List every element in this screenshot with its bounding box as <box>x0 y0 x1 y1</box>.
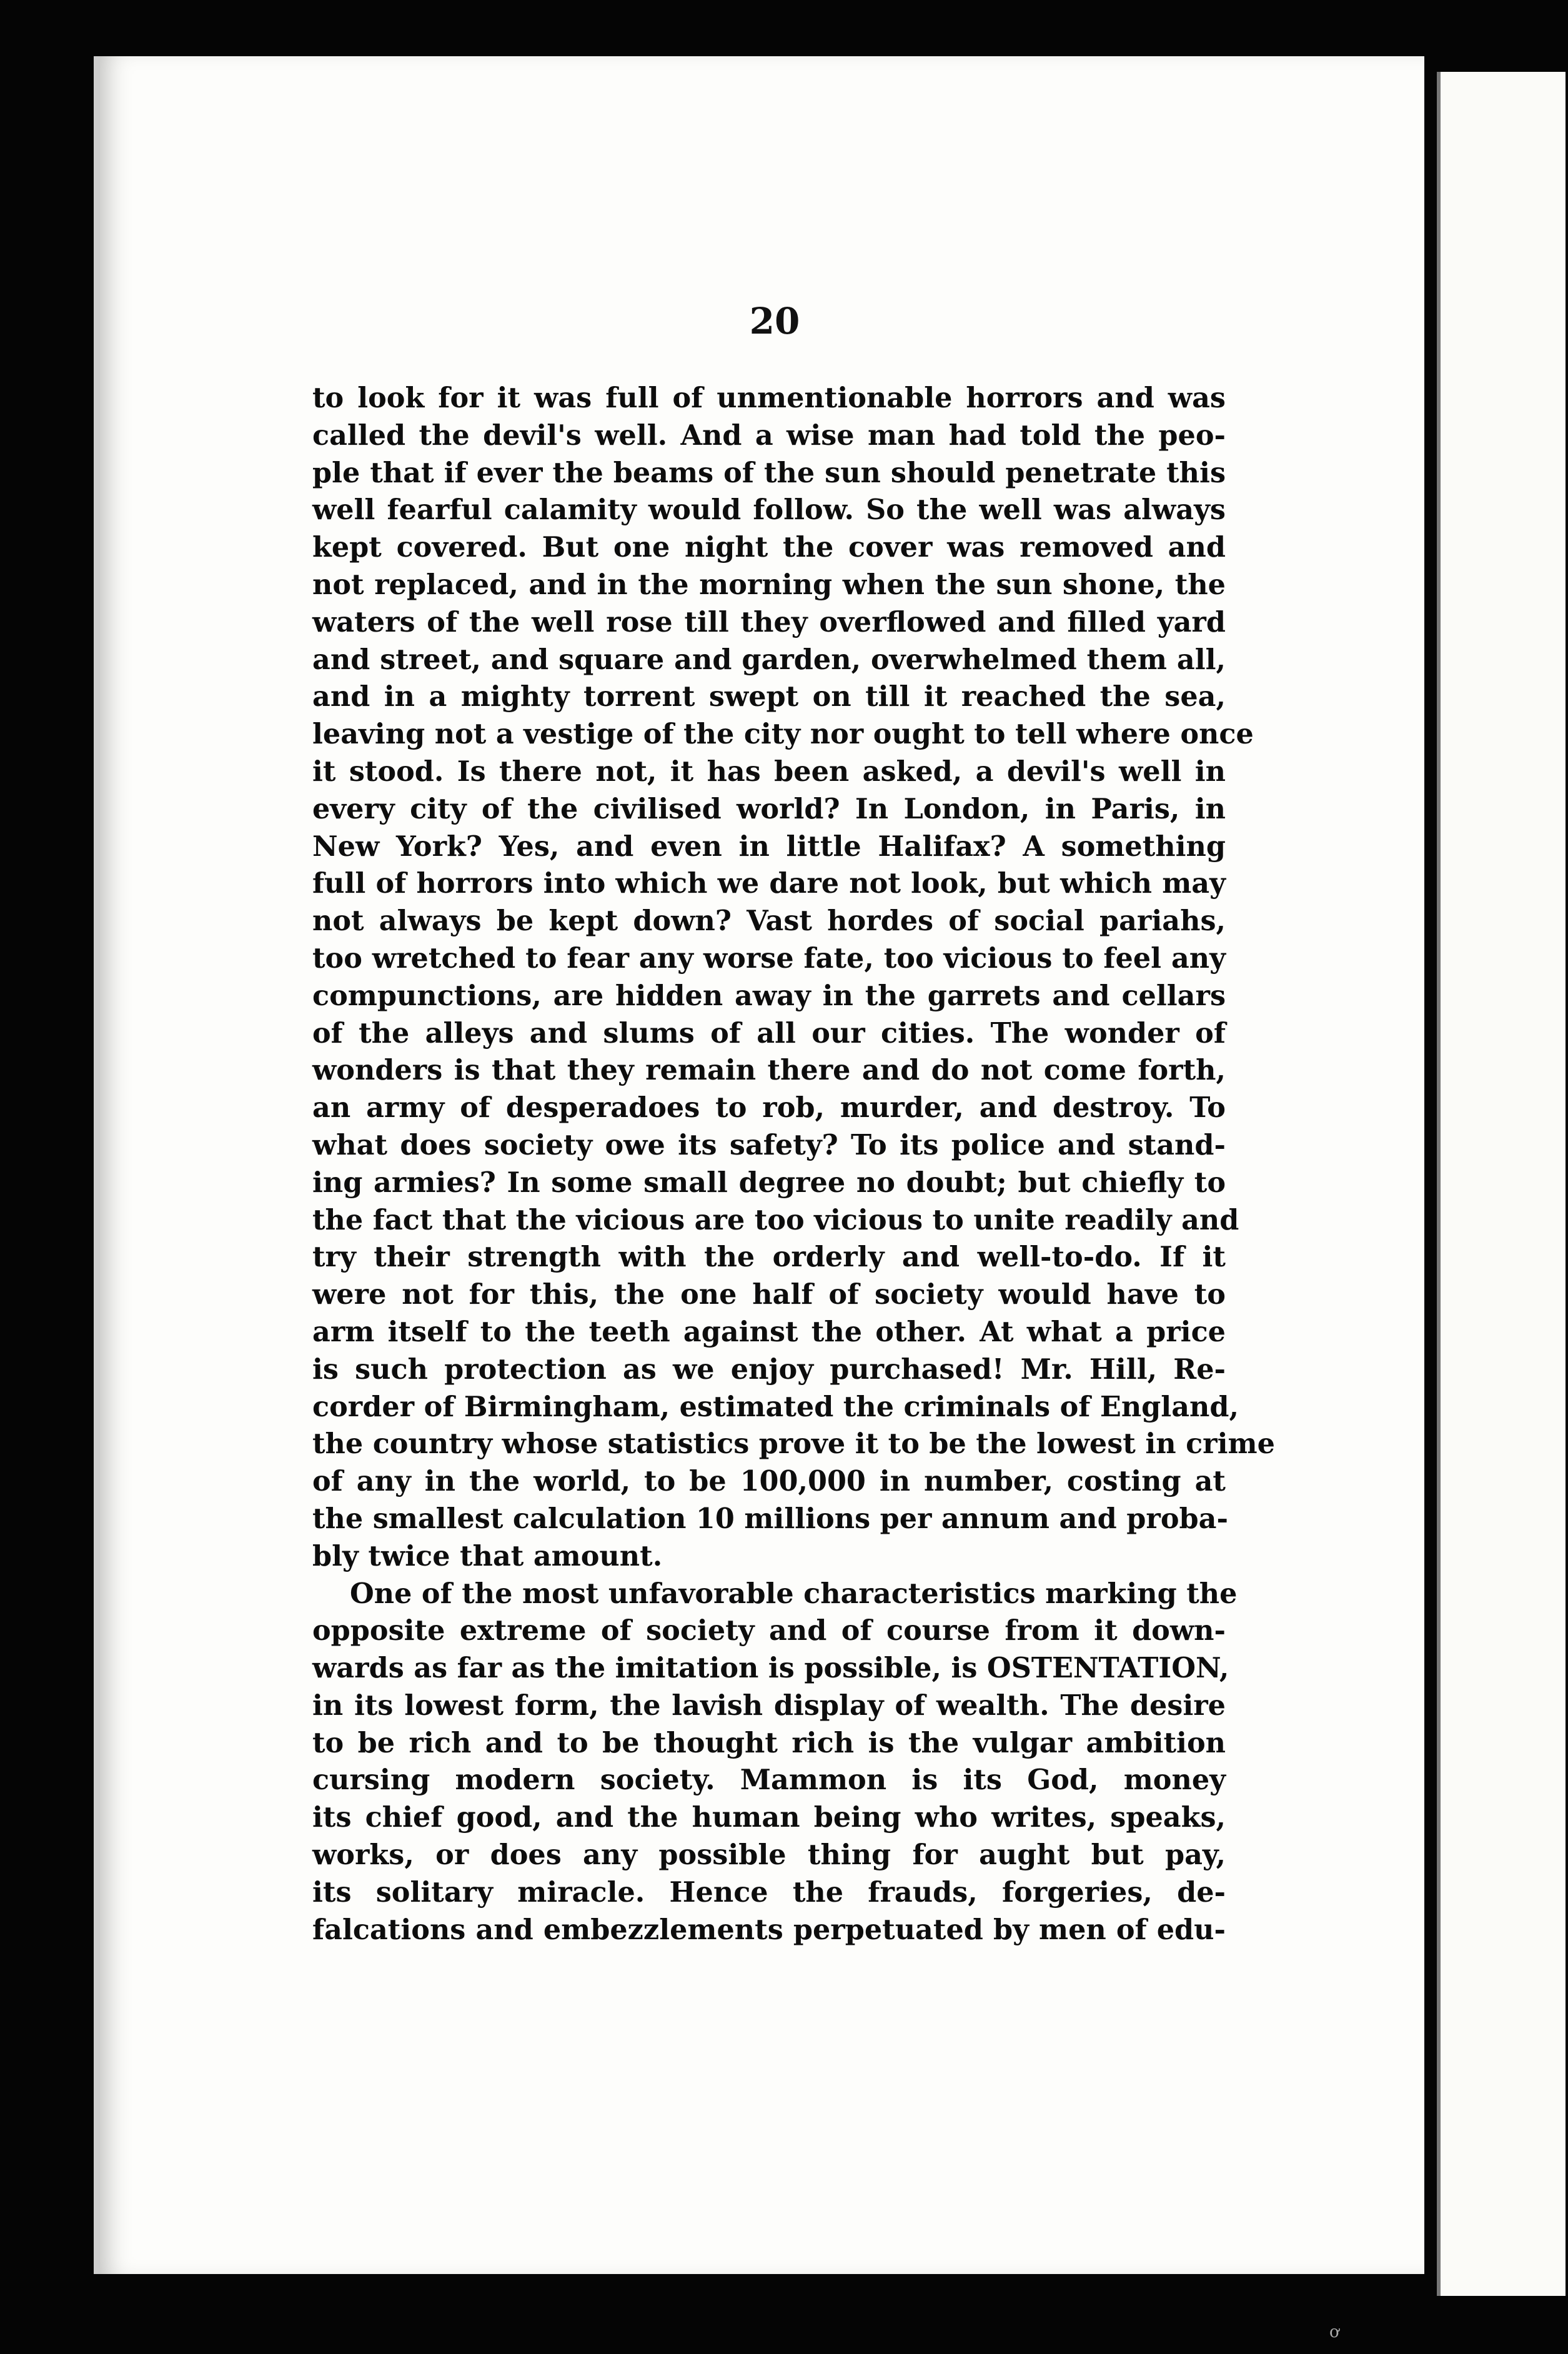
text-line: waters of the well rose till they overflowed and filled yard <box>312 605 1226 638</box>
text-line: to look for it was full of unmentionable horrors and was <box>312 382 1226 414</box>
text-line: an army of desperadoes to rob, murder, and destroy. To <box>312 1091 1226 1125</box>
text-line: leaving not a vestige of the city nor ought to tell where once <box>312 718 1254 751</box>
text-line: every city of the civilised world? In London, in Paris, in <box>312 792 1226 825</box>
text-line: of the alleys and slums of all our cities. The wonder of <box>312 1016 1226 1050</box>
text-line: not always be kept down? Vast hordes of social pariahs, <box>312 905 1226 938</box>
text-line: too wretched to fear any worse fate, too vicious to feel any <box>312 941 1226 975</box>
text-line: it stood. Is there not, it has been asked, a devil's well in <box>312 755 1226 788</box>
facing-page-edge <box>1437 72 1566 2296</box>
text-line: New York? Yes, and even in little Halifax? A something <box>312 830 1226 863</box>
text-line: called the devil's well. And a wise man had told the peo- <box>312 419 1226 452</box>
text-line: ing armies? In some small degree no doubt; but chiefly to <box>312 1166 1226 1199</box>
text-line: One of the most unfavorable characteristics marking the <box>350 1577 1238 1610</box>
text-line: try their strength with the orderly and well-to-do. If it <box>312 1241 1226 1274</box>
page-number: 20 <box>749 300 800 342</box>
text-line: wards as far as the imitation is possible, is OSTENTATION, <box>312 1652 1229 1685</box>
text-line: its chief good, and the human being who writes, speaks, <box>312 1801 1226 1834</box>
text-line: were not for this, the one half of society would have to <box>312 1278 1226 1311</box>
text-line: bly twice that amount. <box>312 1539 663 1572</box>
text-line: the country whose statistics prove it to be the lowest in crime <box>312 1428 1275 1461</box>
text-line: arm itself to the teeth against the other. At what a price <box>312 1315 1226 1348</box>
text-line: opposite extreme of society and of course from it down- <box>312 1614 1226 1647</box>
text-line: full of horrors into which we dare not look, but which may <box>312 867 1226 900</box>
text-line: and in a mighty torrent swept on till it reached the sea, <box>312 680 1226 713</box>
text-line: kept covered. But one night the cover was removed and <box>312 531 1226 564</box>
text-line: ple that if ever the beams of the sun should penetrate this <box>312 456 1226 489</box>
text-line: well fearful calamity would follow. So the well was always <box>312 494 1226 527</box>
text-line: cursing modern society. Mammon is its God, money <box>312 1764 1226 1797</box>
text-line: in its lowest form, the lavish display of wealth. The desire <box>312 1689 1226 1722</box>
text-line: the smallest calculation 10 millions per annum and proba- <box>312 1502 1228 1535</box>
text-line: compunctions, are hidden away in the garrets and cellars <box>312 979 1226 1012</box>
text-line: its solitary miracle. Hence the frauds, forgeries, de- <box>312 1875 1226 1909</box>
text-line: of any in the world, to be 100,000 in number, costing at <box>312 1465 1226 1498</box>
text-line: falcations and embezzlements perpetuated by men of edu- <box>312 1913 1226 1946</box>
text-line: is such protection as we enjoy purchased! Mr. Hill, Re- <box>312 1353 1226 1386</box>
text-line: the fact that the vicious are too vicious to unite readily and <box>312 1203 1239 1236</box>
text-line: to be rich and to be thought rich is the vulgar ambition <box>312 1726 1226 1759</box>
body-text <box>312 380 1275 1949</box>
text-line: and street, and square and garden, overwhelmed them all, <box>312 643 1226 676</box>
text-line: not replaced, and in the morning when the sun shone, the <box>312 568 1226 601</box>
scan-speck: ơ <box>1329 2323 1339 2342</box>
text-line: corder of Birmingham, estimated the criminals of England, <box>312 1390 1239 1423</box>
text-line: wonders is that they remain there and do not come forth, <box>312 1054 1226 1087</box>
text-line: what does society owe its safety? To its police and stand- <box>312 1128 1226 1161</box>
text-line: works, or does any possible thing for aught but pay, <box>312 1839 1226 1872</box>
